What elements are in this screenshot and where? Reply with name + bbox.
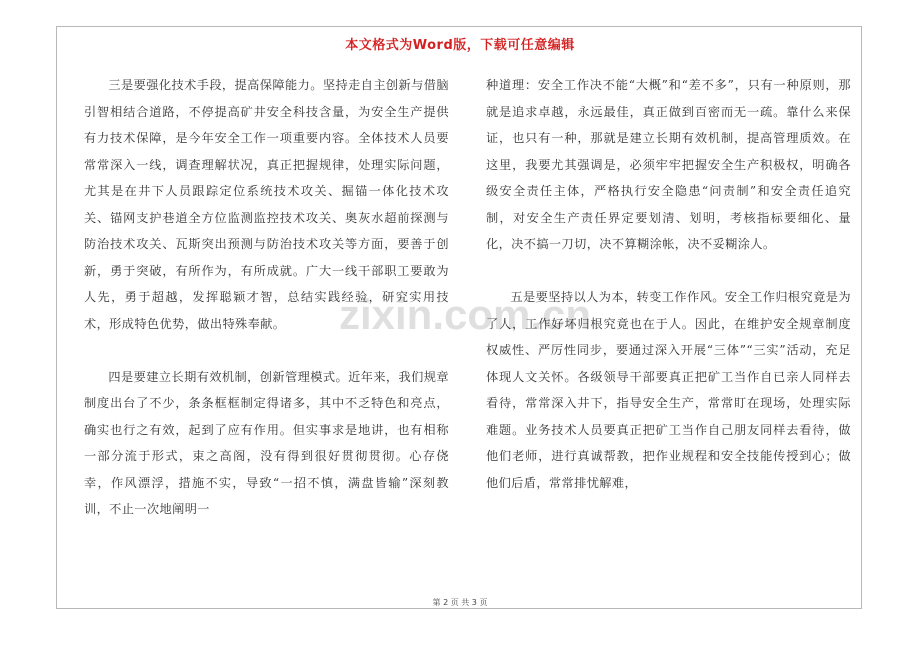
left-column <box>84 72 449 523</box>
right-column <box>486 72 851 496</box>
watermark-text: zixin.com.cn <box>338 291 592 338</box>
paragraph-mechanism: 四是要建立长期有效机制，创新管理模式。近年来，我们规章制度出台了不少，条条框框制定得诸多，其中不乏特色和亮点，确实也行之有效，起到了应有作用。但实事求是地讲，也有相称一部分流于形式，束之高阁，没有得到很好贯彻贯彻。心存侥幸，作风漂浮，措施不实，导致“一招不慎，满盘皆输”深刻教训，不止一次地阐明一 <box>84 369 449 516</box>
header-banner: 本文格式为Word版，下载可任意编辑 <box>345 38 575 53</box>
paragraph-people-oriented: 五是要坚持以人为本，转变工作作风。安全工作归根究竟是为了人，工作好坏归根究竟也在于人。因此，在维护安全规章制度权威性、严厉性同步，要通过深入开展“三体”“三实”活动，充足体现人文关怀。各级领导干部要真正把矿工当作自已亲人同样去看待，常常深入井下，指导安全生产，常常盯在现场，处理实际难题。业务技术人员要真正把矿工当作自己朋友同样去看待，做他们老师，进行真诚帮教，把作业规程和安全技能传授到心；做他们后盾，常常排忧解难， <box>486 290 851 490</box>
paragraph-tech-means: 三是要强化技术手段，提高保障能力。坚持走自主创新与借脑引智相结合道路，不停提高矿井安全科技含量，为安全生产提供有力技术保障，是今年安全工作一项重要内容。全体技术人员要常常深入一线，调查理解状况，真正把握规律，处理实际问题，尤其是在井下人员跟踪定位系统技术攻关、掘锚一体化技术攻关、锚网支护巷道全方位监测监控技术攻关、奥灰水超前探测与防治技术攻关、瓦斯突出预测与防治技术攻关等方面，要善于创新，勇于突破，有所作为，有所成就。广大一线干部职工要敢为人先，勇于超越，发挥聪颖才智，总结实践经验，研究实用技术，形成特色优势，做出特殊奉献。 <box>84 78 449 331</box>
page-number-footer: 第 2 页 共 3 页 <box>432 598 488 607</box>
paragraph-continued: 种道理：安全工作决不能“大概”和“差不多”，只有一种原则，那就是追求卓越，永远最佳，真正做到百密而无一疏。靠什么来保证，也只有一种，那就是建立长期有效机制，提高管理质效。在这里，我要尤其强调是，必须牢牢把握安全生产积极权，明确各级安全责任主体，严格执行安全隐患“问责制”和安全责任追究制，对安全生产责任界定要划清、划明，考核指标要细化、量化，决不搞一刀切，决不算糊涂帐，决不妥糊涂人。 <box>486 78 851 251</box>
